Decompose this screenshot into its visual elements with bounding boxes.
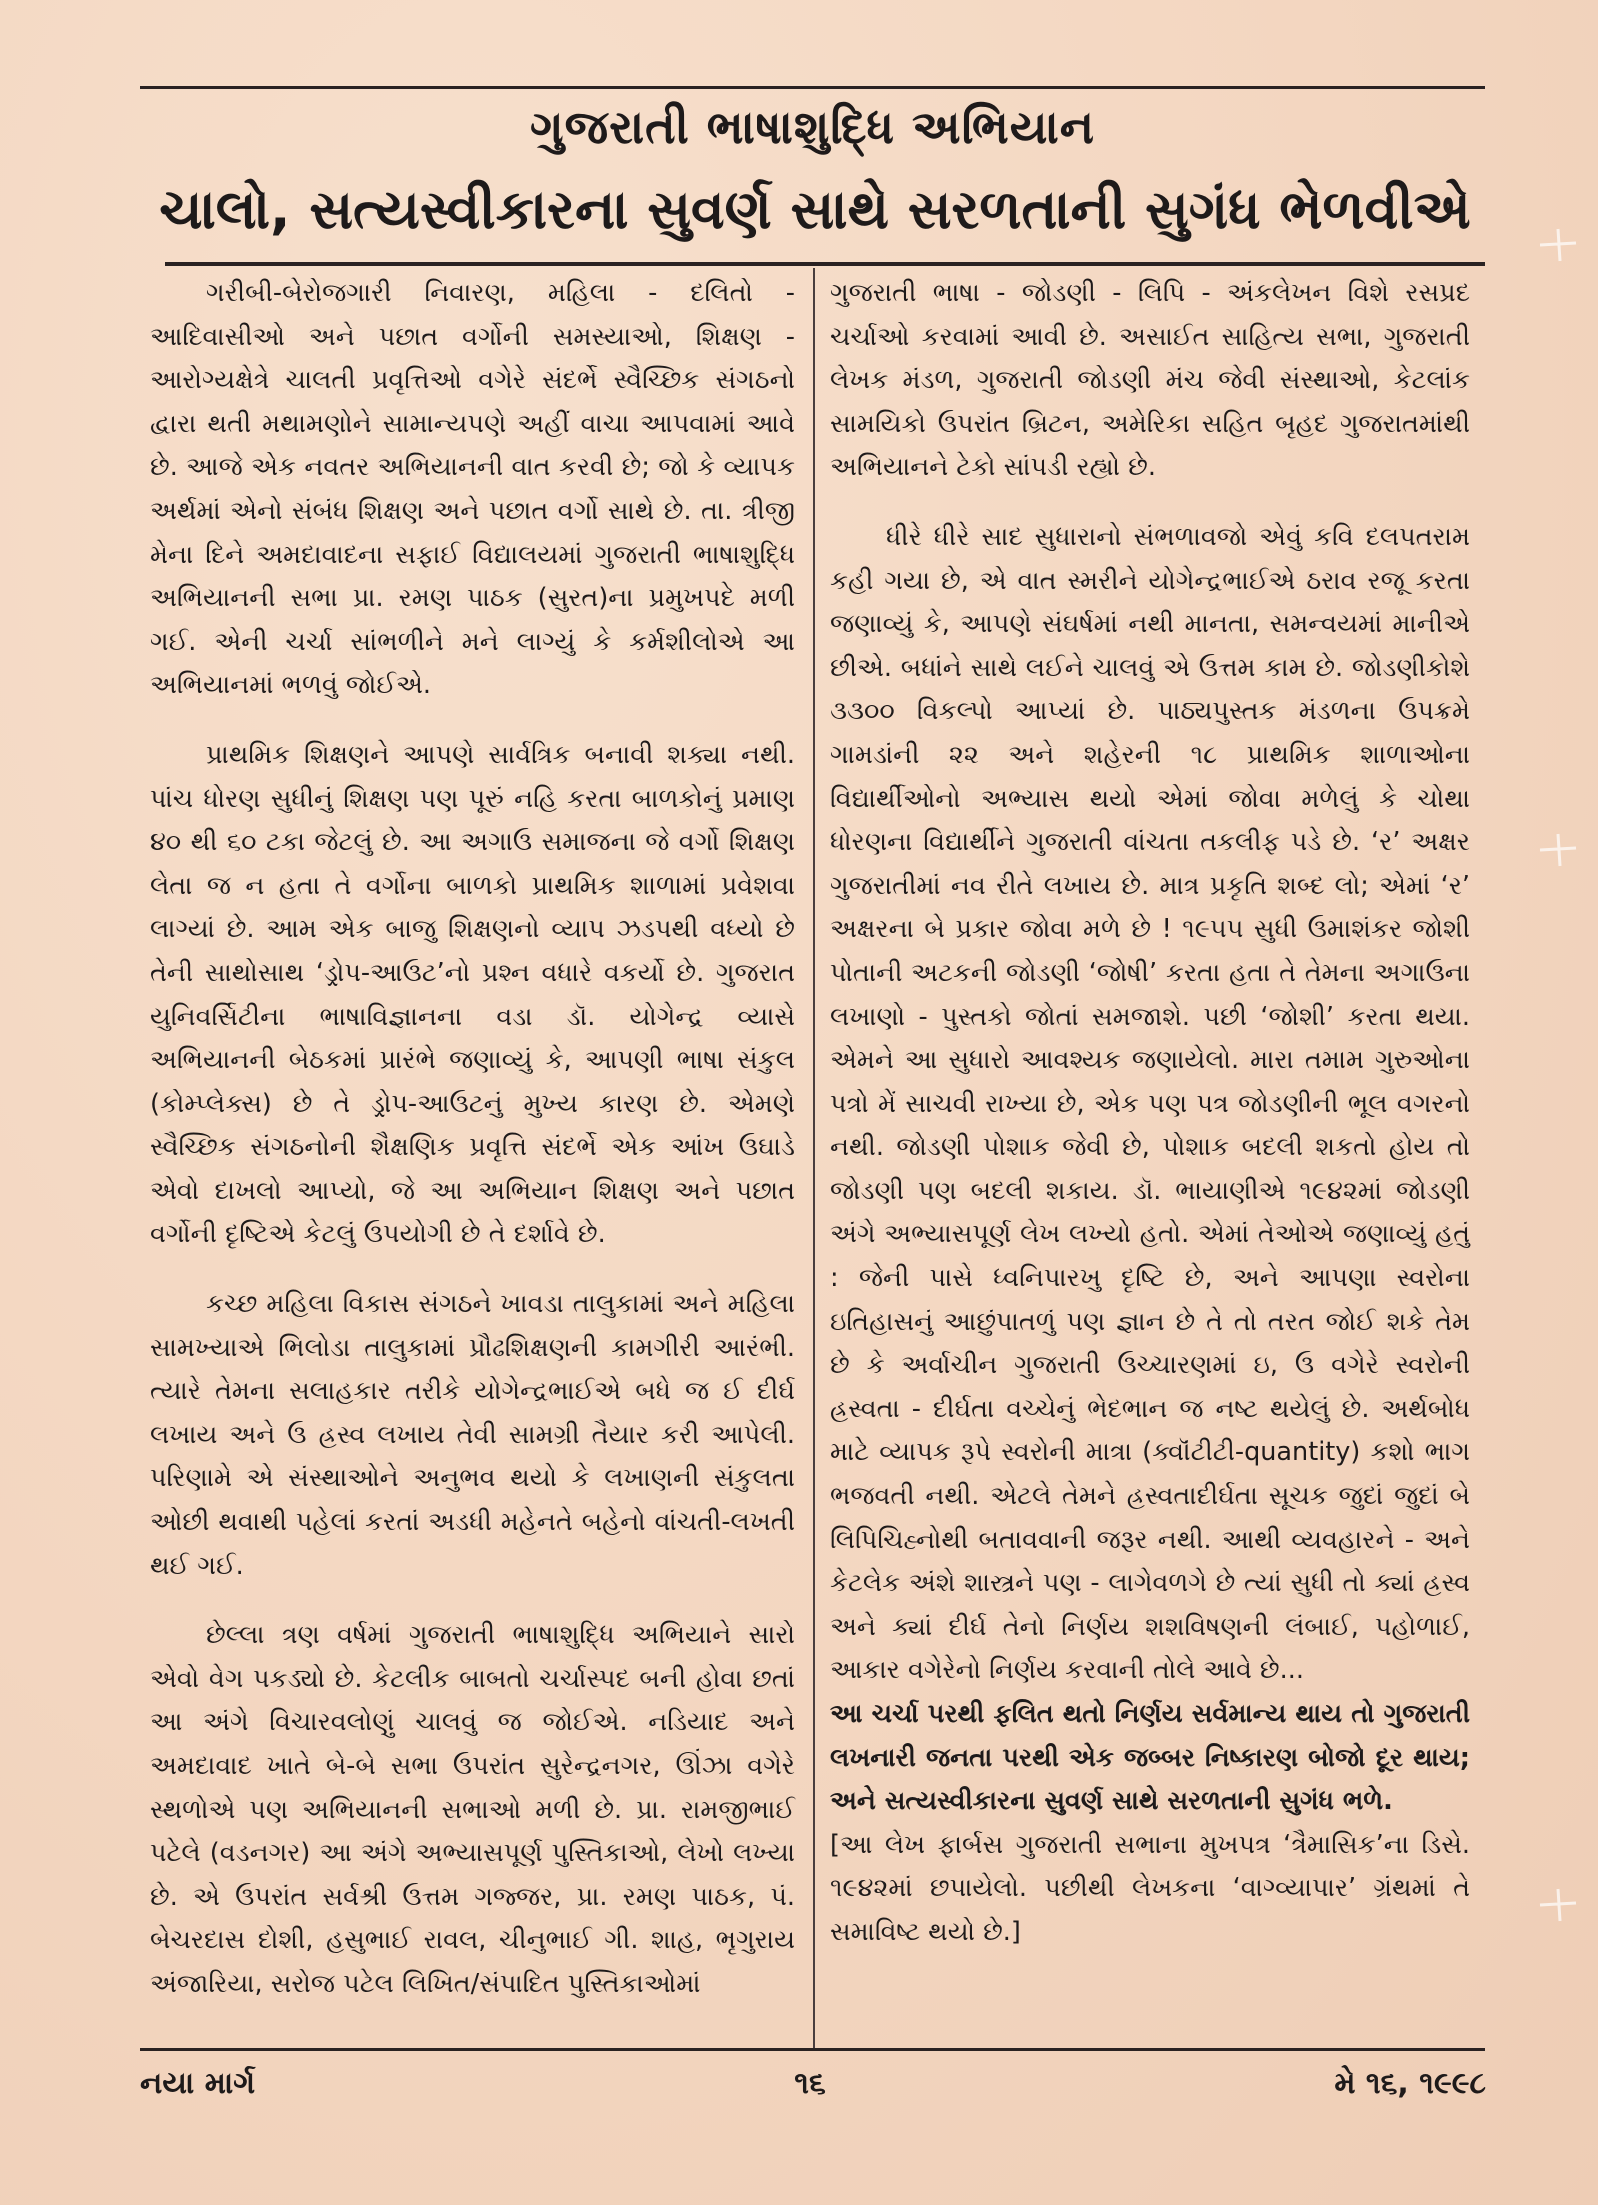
paper-crease-mark (1538, 830, 1578, 870)
conclusion-paragraph: આ ચર્ચા પરથી ફલિત થતો નિર્ણય સર્વમાન્ય થાય તો ગુજરાતી લખનારી જનતા પરથી એક જબ્બર નિષ્કારણ બોજો દૂર થાય; અને સત્યસ્વીકારના સુવર્ણ સાથે સરળતાની સુગંધ ભળે. (830, 1699, 1470, 1817)
paper-crease-mark (1538, 1885, 1578, 1925)
paragraph: ગરીબી-બેરોજગારી નિવારણ, મહિલા - દલિતો - આદિવાસીઓ અને પછાત વર્ગોની સમસ્યાઓ, શિક્ષણ - આરોગ્યક્ષેત્રે ચાલતી પ્રવૃત્તિઓ વગેરે સંદર્ભે સ્વૈચ્છિક સંગઠનો દ્વારા થતી મથામણોને સામાન્યપણે અહીં વાચા આપવામાં આવે છે. આજે એક નવતર અભિયાનની વાત કરવી છે; જો કે વ્યાપક અર્થમાં એનો સંબંધ શિક્ષણ અને પછાત વર્ગો સાથે છે. તા. ત્રીજી મેના દિને અમદાવાદના સફાઈ વિદ્યાલયમાં ગુજરાતી ભાષાશુદ્ધિ અભિયાનની સભા પ્રા. રમણ પાઠક (સુરત)ના પ્રમુખપદે મળી ગઈ. એની ચર્ચા સાંભળીને મને લાગ્યું કે કર્મશીલોએ આ અભિયાનમાં ભળવું જોઈએ. (150, 278, 795, 701)
footer-publication: નયા માર્ગ (140, 2066, 256, 2101)
left-column (150, 272, 795, 2033)
paragraph: ગુજરાતી ભાષા - જોડણી - લિપિ - અંકલેખન વિશે રસપ્રદ ચર્ચાઓ કરવામાં આવી છે. અસાઈત સાહિત્ય સભા, ગુજરાતી લેખક મંડળ, ગુજરાતી જોડણી મંચ જેવી સંસ્થાઓ, કેટલાંક સામયિકો ઉપરાંત બ્રિટન, અમેરિકા સહિત બૃહદ ગુજરાતમાંથી અભિયાનને ટેકો સાંપડી રહ્યો છે. (830, 278, 1470, 483)
paragraph: છેલ્લા ત્રણ વર્ષમાં ગુજરાતી ભાષાશુદ્ધિ અભિયાને સારો એવો વેગ પકડ્યો છે. કેટલીક બાબતો ચર્ચાસ્પદ બની હોવા છતાં આ અંગે વિચારવલોણું ચાલવું જ જોઈએ. નડિયાદ અને અમદાવાદ ખાતે બે-બે સભા ઉપરાંત સુરેન્દ્રનગર, ઊંઝા વગેરે સ્થળોએ પણ અભિયાનની સભાઓ મળી છે. પ્રા. રામજીભાઈ પટેલે (વડનગર) આ અંગે અભ્યાસપૂર્ણ પુસ્તિકાઓ, લેખો લખ્યા છે. એ ઉપરાંત સર્વશ્રી ઉત્તમ ગજ્જર, પ્રા. રમણ પાઠક, પં. બેચરદાસ દોશી, હસુભાઈ રાવલ, ચીનુભાઈ ગી. શાહ, ભૃગુરાય અંજારિયા, સરોજ પટેલ લિખિત/સંપાદિત પુસ્તિકાઓમાં (150, 1620, 796, 1999)
paragraph: કચ્છ મહિલા વિકાસ સંગઠને ખાવડા તાલુકામાં અને મહિલા સામખ્યાએ ભિલોડા તાલુકામાં પ્રૌઢશિક્ષણની કામગીરી આરંભી. ત્યારે તેમના સલાહકાર તરીકે યોગેન્દ્રભાઈએ બધે જ ઈ દીર્ઘ લખાય અને ઉ હ્રસ્વ લખાય તેવી સામગ્રી તૈયાર કરી આપેલી. પરિણામે એ સંસ્થાઓને અનુભવ થયો કે લખાણની સંકુલતા ઓછી થવાથી પહેલાં કરતાં અડધી મહેનતે બહેનો વાંચતી-લખતી થઈ ગઈ. (150, 1289, 795, 1581)
paragraph: ધીરે ધીરે સાદ સુધારાનો સંભળાવજો એવું કવિ દલપતરામ કહી ગયા છે, એ વાત સ્મરીને યોગેન્દ્રભાઈએ ઠરાવ રજૂ કરતા જણાવ્યું કે, આપણે સંઘર્ષમાં નથી માનતા, સમન્વયમાં માનીએ છીએ. બધાંને સાથે લઈને ચાલવું એ ઉત્તમ કામ છે. જોડણીકોશે ૩૩૦૦ વિકલ્પો આપ્યાં છે. પાઠ્યપુસ્તક મંડળના ઉપક્રમે ગામડાંની ૨૨ અને શહેરની ૧૮ પ્રાથમિક શાળાઓના વિદ્યાર્થીઓનો અભ્યાસ થયો એમાં જોવા મળેલું કે ચોથા ધોરણના વિદ્યાર્થીને ગુજરાતી વાંચતા તકલીફ પડે છે. ‘ર’ અક્ષર ગુજરાતીમાં નવ રીતે લખાય છે. માત્ર પ્રકૃતિ શબ્દ લો; એમાં ‘ર’ અક્ષરના બે પ્રકાર જોવા મળે છે ! ૧૯૫૫ સુધી ઉમાશંકર જોશી પોતાની અટકની જોડણી ‘જોષી’ કરતા હતા તે તેમના અગાઉના લખાણો - પુસ્તકો જોતાં સમજાશે. પછી ‘જોશી’ કરતા થયા. એમને આ સુધારો આવશ્યક જણાયેલો. મારા તમામ ગુરુઓના પત્રો મેં સાચવી રાખ્યા છે, એક પણ પત્ર જોડણીની ભૂલ વગરનો નથી. જોડણી પોશાક જેવી છે, પોશાક બદલી શકતો હોય તો જોડણી પણ બદલી શકાય. ડૉ. ભાયાણીએ ૧૯૪૨માં જોડણી અંગે અભ્યાસપૂર્ણ લેખ લખ્યો હતો. એમાં તેઓએ જણાવ્યું હતું : જેની પાસે ધ્વનિપારખુ દૃષ્ટિ છે, અને આપણા સ્વરોના ઇતિહાસનું આછુંપાતળું પણ જ્ઞાન છે તે તો તરત જોઈ શકે તેમ છે કે અર્વાચીન ગુજરાતી ઉચ્ચારણમાં ઇ, ઉ વગેરે સ્વરોની હ્રસ્વતા - દીર્ઘતા વચ્ચેનું ભેદભાન જ નષ્ટ થયેલું છે. અર્થબોધ માટે વ્યાપક રૂપે સ્વરોની માત્રા (ક્વૉંટીટી-quantity) કશો ભાગ ભજવતી નથી. એટલે તેમને હ્રસ્વતાદીર્ઘતા સૂચક જુદાં જુદાં બે લિપિચિહ્નોથી બતાવવાની જરૂર નથી. આથી વ્યવહારને - અને કેટલેક અંશે શાસ્ત્રને પણ - લાગેવળગે છે ત્યાં સુધી તો ક્યાં હ્રસ્વ અને ક્યાં દીર્ઘ તેનો નિર્ણય શશવિષણની લંબાઈ, પહોળાઈ, આકાર વગેરેનો નિર્ણય કરવાની તોલે આવે છે... (830, 521, 1470, 1686)
paper-crease-mark (1538, 225, 1578, 265)
top-rule (140, 86, 1485, 89)
headline-rule (165, 262, 1485, 266)
article-headline: ચાલો, સત્યસ્વીકારના સુવર્ણ સાથે સરળતાની સુગંધ ભેળવીએ (159, 178, 1471, 241)
footer-date: મે ૧૬, ૧૯૯૮ (1334, 2066, 1486, 2101)
footer-page-number: ૧૬ (794, 2066, 826, 2101)
paragraph: પ્રાથમિક શિક્ષણને આપણે સાર્વત્રિક બનાવી શક્યા નથી. પાંચ ધોરણ સુધીનું શિક્ષણ પણ પૂરું નહિ કરતા બાળકોનું પ્રમાણ ૪૦ થી ૬૦ ટકા જેટલું છે. આ અગાઉ સમાજના જે વર્ગો શિક્ષણ લેતા જ ન હતા તે વર્ગોના બાળકો પ્રાથમિક શાળામાં પ્રવેશવા લાગ્યાં છે. આમ એક બાજુ શિક્ષણનો વ્યાપ ઝડપથી વધ્યો છે તેની સાથોસાથ ‘ડ્રોપ-આઉટ’નો પ્રશ્ન વધારે વકર્યો છે. ગુજરાત યુનિવર્સિટીના ભાષાવિજ્ઞાનના વડા ડૉ. યોગેન્દ્ર વ્યાસે અભિયાનની બેઠકમાં પ્રારંભે જણાવ્યું કે, આપણી ભાષા સંકુલ (કોમ્પ્લેક્સ) છે તે ડ્રોપ-આઉટનું મુખ્ય કારણ છે. એમણે સ્વૈચ્છિક સંગઠનોની શૈક્ષણિક પ્રવૃત્તિ સંદર્ભે એક આંખ ઉઘાડે એવો દાખલો આપ્યો, જે આ અભિયાન શિક્ષણ અને પછાત વર્ગોની દૃષ્ટિએ કેટલું ઉપયોગી છે તે દર્શાવે છે. (150, 739, 795, 1250)
footer-rule (140, 2048, 1485, 2051)
source-note: [આ લેખ ફાર્બસ ગુજરાતી સભાના મુખપત્ર ‘ત્રૈમાસિક’ના ડિસે. ૧૯૪૨માં છપાયેલો. પછીથી લેખકના ‘વાગ્વ્યાપાર’ ગ્રંથમાં તે સમાવિષ્ટ થયો છે.] (830, 1829, 1470, 1947)
column-divider (813, 268, 815, 2048)
right-column (830, 272, 1470, 1981)
section-kicker: ગુજરાતી ભાષાશુદ્ધિ અભિયાન (529, 100, 1095, 154)
